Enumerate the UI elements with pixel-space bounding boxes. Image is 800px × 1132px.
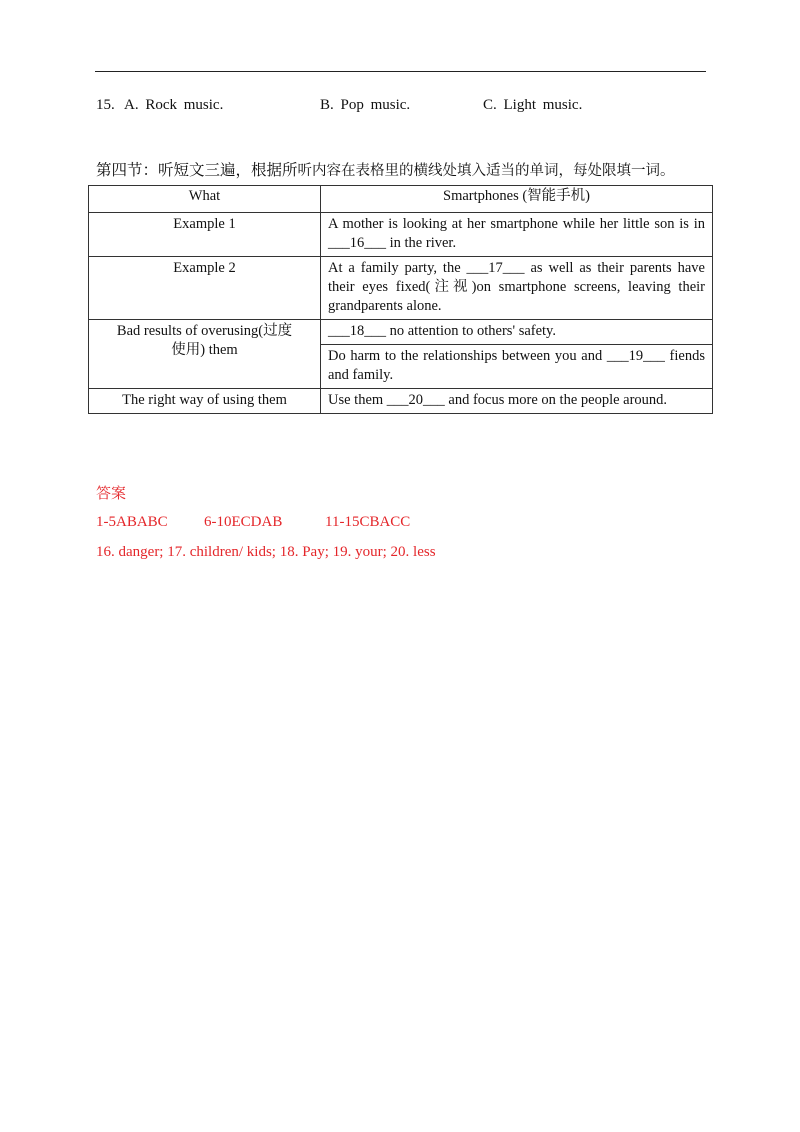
answer-groups: [96, 514, 410, 531]
option-c: C. Light music.: [483, 97, 583, 113]
table-row-example-1: [89, 213, 713, 257]
bad-results-label: [89, 320, 321, 389]
section-title: [96, 158, 675, 180]
example-1-label: Example 1: [89, 213, 321, 257]
bad-result-item-1: ___18___ no attention to others' safety.: [321, 320, 713, 345]
table-row-example-2: [89, 257, 713, 320]
answer-fill-ins: 16. danger; 17. children/ kids; 18. Pay; 19. your; 20. less: [96, 544, 436, 560]
answer-group-3: 11-15CBACC: [325, 514, 411, 530]
option-a: A. Rock music.: [124, 97, 224, 113]
bad-results-label-line2: 使用) them: [171, 342, 238, 358]
table-header-row: [89, 186, 713, 213]
answer-group-2: 6-10ECDAB: [204, 514, 283, 530]
top-rule: [95, 71, 706, 72]
section-title-rest: 听内容在表格里的横线处填入适当的单词，每处限填一词。: [297, 163, 675, 179]
section-title-prefix: 第四节：听短文三遍，根据所: [96, 162, 298, 179]
bad-result-item-2: Do harm to the relationships between you and ___19___ fiends and family.: [321, 345, 713, 389]
example-1-text: A mother is looking at her smartphone while her little son is in ___16___ in the river.: [321, 213, 713, 257]
header-what: What: [89, 186, 321, 213]
answer-group-1: 1-5ABABC: [96, 514, 168, 530]
right-way-label: The right way of using them: [89, 389, 321, 414]
table-row-right-way: [89, 389, 713, 414]
answer-heading: 答案: [96, 486, 127, 502]
example-2-text: At a family party, the ___17___ as well as their parents have their eyes fixed(注视)on smartphone screens, leaving their grandparents alone.: [321, 257, 713, 320]
bad-results-label-line1: Bad results of overusing(过度: [116, 323, 293, 339]
listening-table: [88, 185, 713, 414]
option-b: B. Pop music.: [320, 97, 411, 113]
header-smartphones: Smartphones (智能手机): [321, 186, 713, 213]
example-2-label: Example 2: [89, 257, 321, 320]
right-way-text: Use them ___20___ and focus more on the people around.: [321, 389, 713, 414]
question-15: [96, 97, 716, 119]
question-15-number: 15.: [96, 97, 115, 113]
table-row-bad-results-1: [89, 320, 713, 345]
